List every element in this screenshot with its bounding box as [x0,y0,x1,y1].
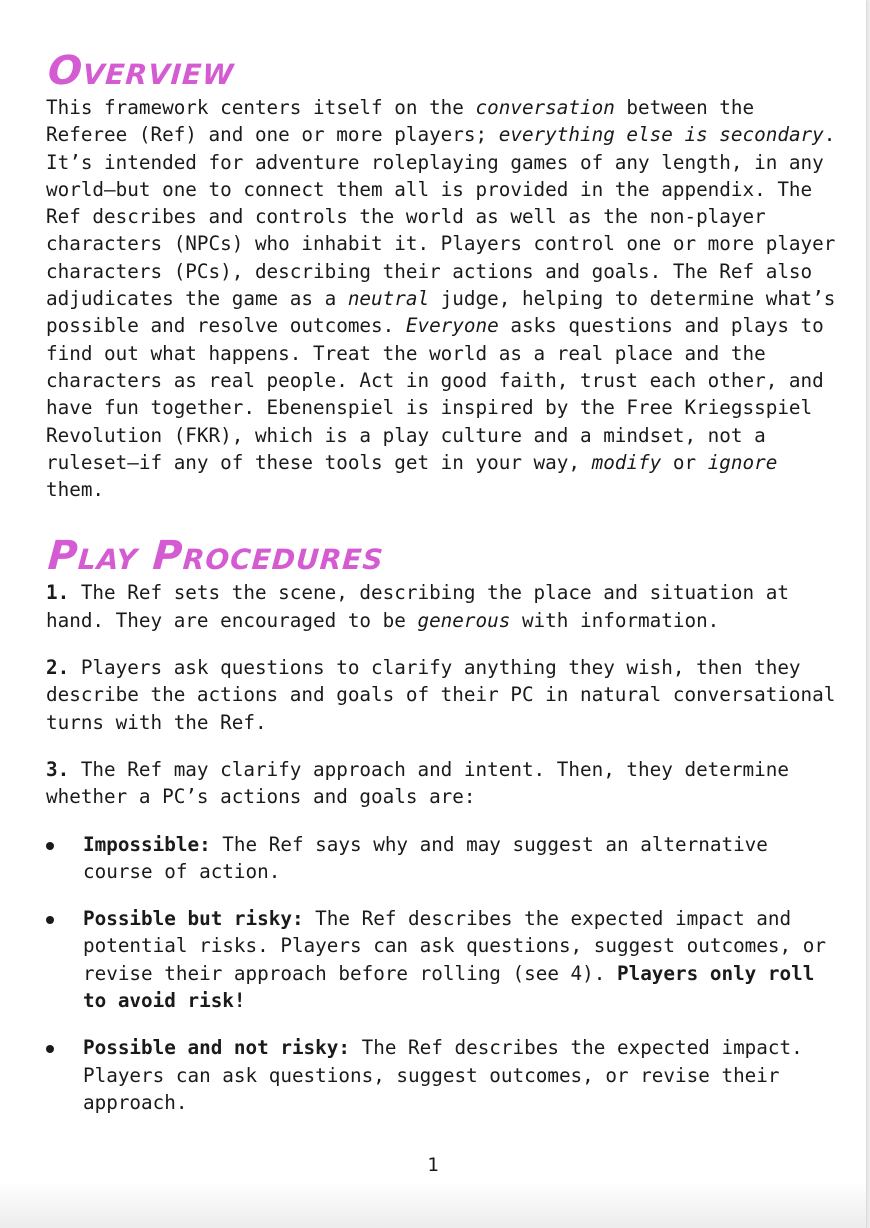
emphasis-text: modify [591,450,662,474]
emphasis-text: everything else is secondary [498,123,824,147]
outcome-impossible-text: Impossible: The Ref says why and may suggest an alternative course of action. [83,832,768,883]
procedure-step-2: 2. Players ask questions to clarify anything they wish, then they describe the actions and goals of their PC in natural conversational turns with the Ref. [46,656,836,734]
emphasis-text: ignore [707,450,778,474]
emphasis-text: neutral [347,287,430,311]
outcome-possible-risky [46,905,836,1014]
bullet-icon [46,842,54,850]
bold-text: 1. [46,581,70,605]
bold-text: Players only roll to avoid risk! [83,961,815,1013]
page-bottom-shadow [0,1182,866,1228]
outcome-impossible [46,831,836,886]
emphasis-text: conversation [475,96,615,119]
outcome-possible-not-risky [46,1034,836,1116]
outcome-possible-not-risky-text: Possible and not risky: The Ref describes the expected impact. Players can ask questions, suggest outcomes, or revise their approach. [83,1036,803,1114]
procedure-step-3: 3. The Ref may clarify approach and intent. Then, they determine whether a PC’s actions and goals are: [46,757,789,809]
bold-text: 2. [46,656,70,680]
bold-text: 3. [46,757,70,781]
overview-heading: Overview [46,48,237,94]
emphasis-text: Everyone [405,314,499,338]
bold-text: Possible but risky: [83,907,304,931]
emphasis-text: generous [417,608,511,632]
procedure-step-1: 1. The Ref sets the scene, describing the place and situation at hand. They are encouraged to be generous with information. [46,581,789,632]
bullet-icon [46,916,54,924]
outcome-list [46,831,836,1117]
bold-text: Possible and not risky: [83,1036,350,1060]
outcome-possible-risky-text: Possible but risky: The Ref describes the expected impact and potential risks. Players can ask questions, suggest outcomes, or revise their approach before rolling (see 4). Players only roll to avoid risk! [83,907,826,1013]
bullet-icon [46,1045,54,1053]
play-procedures-heading: Play Procedures [46,533,386,580]
page-number: 1 [427,1154,439,1176]
page-content [46,48,836,1136]
bold-text: Impossible: [83,832,211,856]
overview-paragraph: This framework centers itself on the conversation between the Referee (Ref) and one or more players; everything else is secondary. It’s intended for adventure roleplaying games of any length, in any world—but one to connect them all is provided in the appendix. The Ref describes and controls the world as well as the non-player characters (NPCs) who inhabit it. Players control one or more player characters (PCs), describing their actions and goals. The Ref also adjudicates the game as a neutral judge, helping to determine what’s possible and resolve outcomes. Everyone asks questions and plays to find out what happens. Treat the world as a real place and the characters as real people. Act in good faith, trust each other, and have fun together. Ebenenspiel is inspired by the Free Kriegsspiel Revolution (FKR), which is a play culture and a mindset, not a ruleset—if any of these tools get in your way, modify or ignore them. [46,96,836,502]
